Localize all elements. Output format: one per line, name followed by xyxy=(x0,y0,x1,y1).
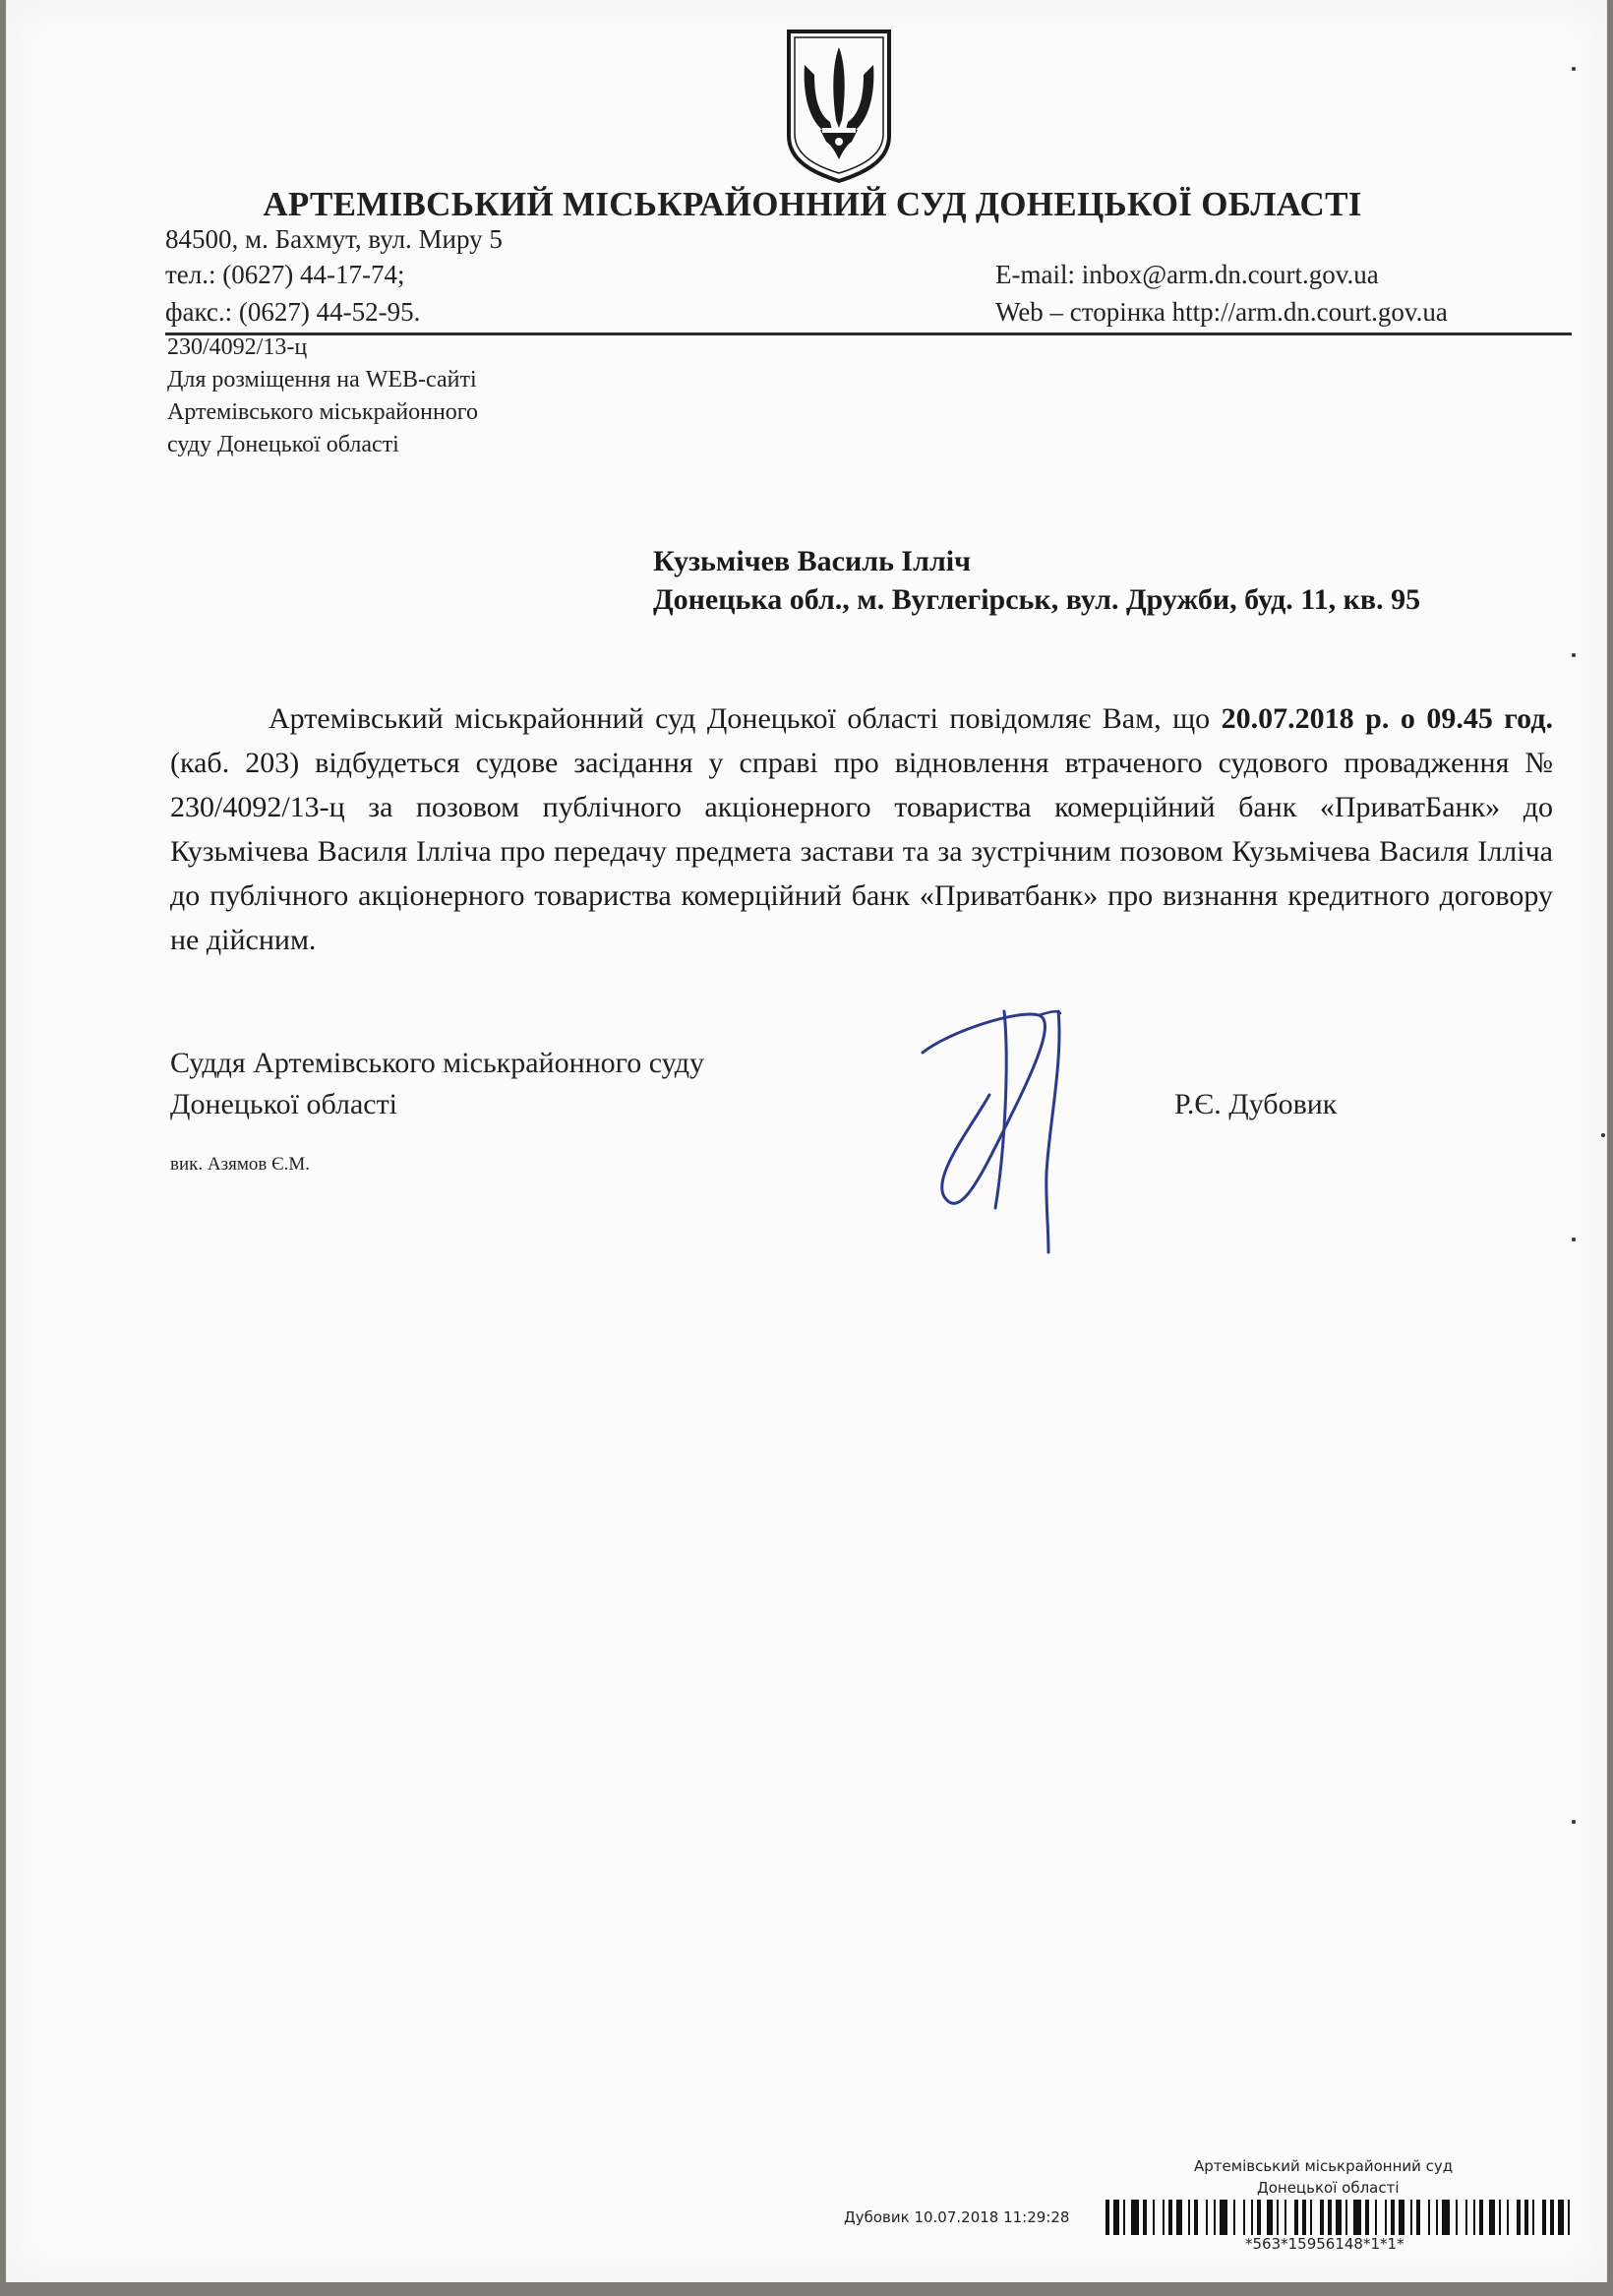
barcode-bar xyxy=(1465,2200,1467,2235)
barcode-bar xyxy=(1568,2200,1570,2235)
handwritten-signature xyxy=(911,1001,1083,1257)
barcode-bar xyxy=(1284,2200,1286,2235)
executor-note: вик. Азямов Є.М. xyxy=(170,1154,311,1175)
barcode-bar xyxy=(1123,2200,1125,2235)
hearing-date-time: 20.07.2018 р. о 09.45 год. xyxy=(1221,702,1553,735)
barcode-bar xyxy=(1251,2200,1253,2235)
barcode-bar xyxy=(1416,2200,1420,2235)
court-address: 84500, м. Бахмут, вул. Миру 5 xyxy=(165,224,503,254)
scan-speck xyxy=(1572,67,1576,71)
barcode-number: *563*15956148*1*1* xyxy=(1245,2235,1404,2253)
barcode-bar xyxy=(1489,2200,1495,2235)
addressee-name: Кузьмічев Василь Ілліч xyxy=(653,545,972,577)
header-divider xyxy=(165,332,1572,335)
court-email: E-mail: inbox@arm.dn.court.gov.ua xyxy=(995,260,1379,289)
barcode-bar xyxy=(1153,2200,1155,2235)
barcode-bar xyxy=(1257,2200,1261,2235)
barcode-bar xyxy=(1532,2200,1534,2235)
barcode-bar xyxy=(1399,2200,1404,2235)
barcode-bar xyxy=(1163,2200,1165,2235)
barcode-bar xyxy=(1436,2200,1438,2235)
scan-speck xyxy=(1601,1133,1605,1137)
court-phone: тел.: (0627) 44-17-74; xyxy=(165,260,405,289)
barcode-bar xyxy=(1542,2200,1546,2235)
barcode-bar xyxy=(1233,2200,1235,2235)
barcode-bar xyxy=(1456,2200,1458,2235)
stamp-court-line-1: Артемівський міськрайонний суд xyxy=(1194,2157,1454,2175)
barcode-bar xyxy=(1328,2200,1332,2235)
stamp-court-line-2: Донецької області xyxy=(1257,2179,1400,2197)
court-website: Web – сторінка http://arm.dn.court.gov.ua xyxy=(995,297,1448,327)
barcode-bar xyxy=(1385,2200,1387,2235)
barcode-bar xyxy=(1188,2200,1190,2235)
notice-body xyxy=(170,696,1553,962)
barcode-bar xyxy=(1194,2200,1198,2235)
barcode-bar xyxy=(1558,2200,1564,2235)
scan-speck xyxy=(1572,1820,1576,1824)
barcode-bar xyxy=(1113,2200,1119,2235)
barcode-bar xyxy=(1428,2200,1430,2235)
barcode-bar xyxy=(1214,2200,1216,2235)
court-fax: факс.: (0627) 44-52-95. xyxy=(165,297,421,327)
barcode-bar xyxy=(1410,2200,1412,2235)
court-name-heading: АРТЕМІВСЬКИЙ МІСЬКРАЙОННИЙ СУД ДОНЕЦЬКОЇ ОБЛАСТІ xyxy=(263,185,1362,223)
barcode-bar xyxy=(1105,2200,1109,2235)
barcode-bar xyxy=(1345,2200,1347,2235)
barcode-bar xyxy=(1302,2200,1306,2235)
barcode-bar xyxy=(1442,2200,1450,2235)
barcode-bar xyxy=(1365,2200,1369,2235)
barcode-bar xyxy=(1550,2200,1554,2235)
judge-title-line-2: Донецької області xyxy=(170,1088,398,1120)
barcode-bar xyxy=(1517,2200,1521,2235)
barcode-bar xyxy=(1353,2200,1361,2235)
barcode-bar xyxy=(1507,2200,1509,2235)
barcode-bar xyxy=(1220,2200,1227,2235)
barcode-bar xyxy=(1206,2200,1208,2235)
scan-speck xyxy=(1572,653,1576,657)
scan-speck xyxy=(1572,1238,1576,1241)
barcode-bar xyxy=(1131,2200,1139,2235)
judge-name: Р.Є. Дубовик xyxy=(1174,1088,1338,1120)
web-note-line-2: Артемівського міськрайонного xyxy=(167,399,479,425)
addressee-address: Донецька обл., м. Вуглегірськ, вул. Дружби, буд. 11, кв. 95 xyxy=(653,583,1421,616)
barcode-bar xyxy=(1391,2200,1395,2235)
barcode-bar xyxy=(1310,2200,1312,2235)
barcode-bar xyxy=(1499,2200,1501,2235)
web-note-line-3: суду Донецької області xyxy=(167,432,399,457)
coat-of-arms-icon xyxy=(781,26,897,183)
document-page xyxy=(6,0,1607,2282)
barcode-bar xyxy=(1320,2200,1324,2235)
barcode-bar xyxy=(1277,2200,1279,2235)
barcode-bar xyxy=(1479,2200,1483,2235)
case-number: 230/4092/13-ц xyxy=(167,334,308,360)
barcode-bar xyxy=(1143,2200,1147,2235)
barcode-bar xyxy=(1473,2200,1475,2235)
barcode-bar xyxy=(1336,2200,1342,2235)
judge-title-line-1: Суддя Артемівського міськрайонного суду xyxy=(170,1047,705,1079)
barcode-bar xyxy=(1267,2200,1273,2235)
barcode-bar xyxy=(1375,2200,1377,2235)
web-note-line-1: Для розміщення на WEB-сайті xyxy=(167,367,477,393)
barcode-bar xyxy=(1294,2200,1298,2235)
barcode-bar xyxy=(1524,2200,1528,2235)
notice-text-part-2: (каб. 203) відбудеться судове засідання у справі про відновлення втраченого судового провадження № 230/4092/13-ц за позовом публічного акціонерного товариства комерційний банк «ПриватБанк» до Кузьмічева Василя Ілліча про передачу предмета застави та за зустрічним позовом Кузьмічева Василя Ілліча до публічного акціонерного товариства комерційний банк «Приватбанк» про визнання кредитного договору не дійсним. xyxy=(170,747,1553,956)
notice-text-part-1: Артемівський міськрайонний суд Донецької області повідомляє Вам, що xyxy=(269,702,1222,735)
stamp-signed-by: Дубовик 10.07.2018 11:29:28 xyxy=(844,2208,1070,2226)
barcode-bar xyxy=(1243,2200,1245,2235)
document-barcode xyxy=(1105,2200,1576,2235)
barcode-bar xyxy=(1176,2200,1182,2235)
barcode-bar xyxy=(1168,2200,1172,2235)
